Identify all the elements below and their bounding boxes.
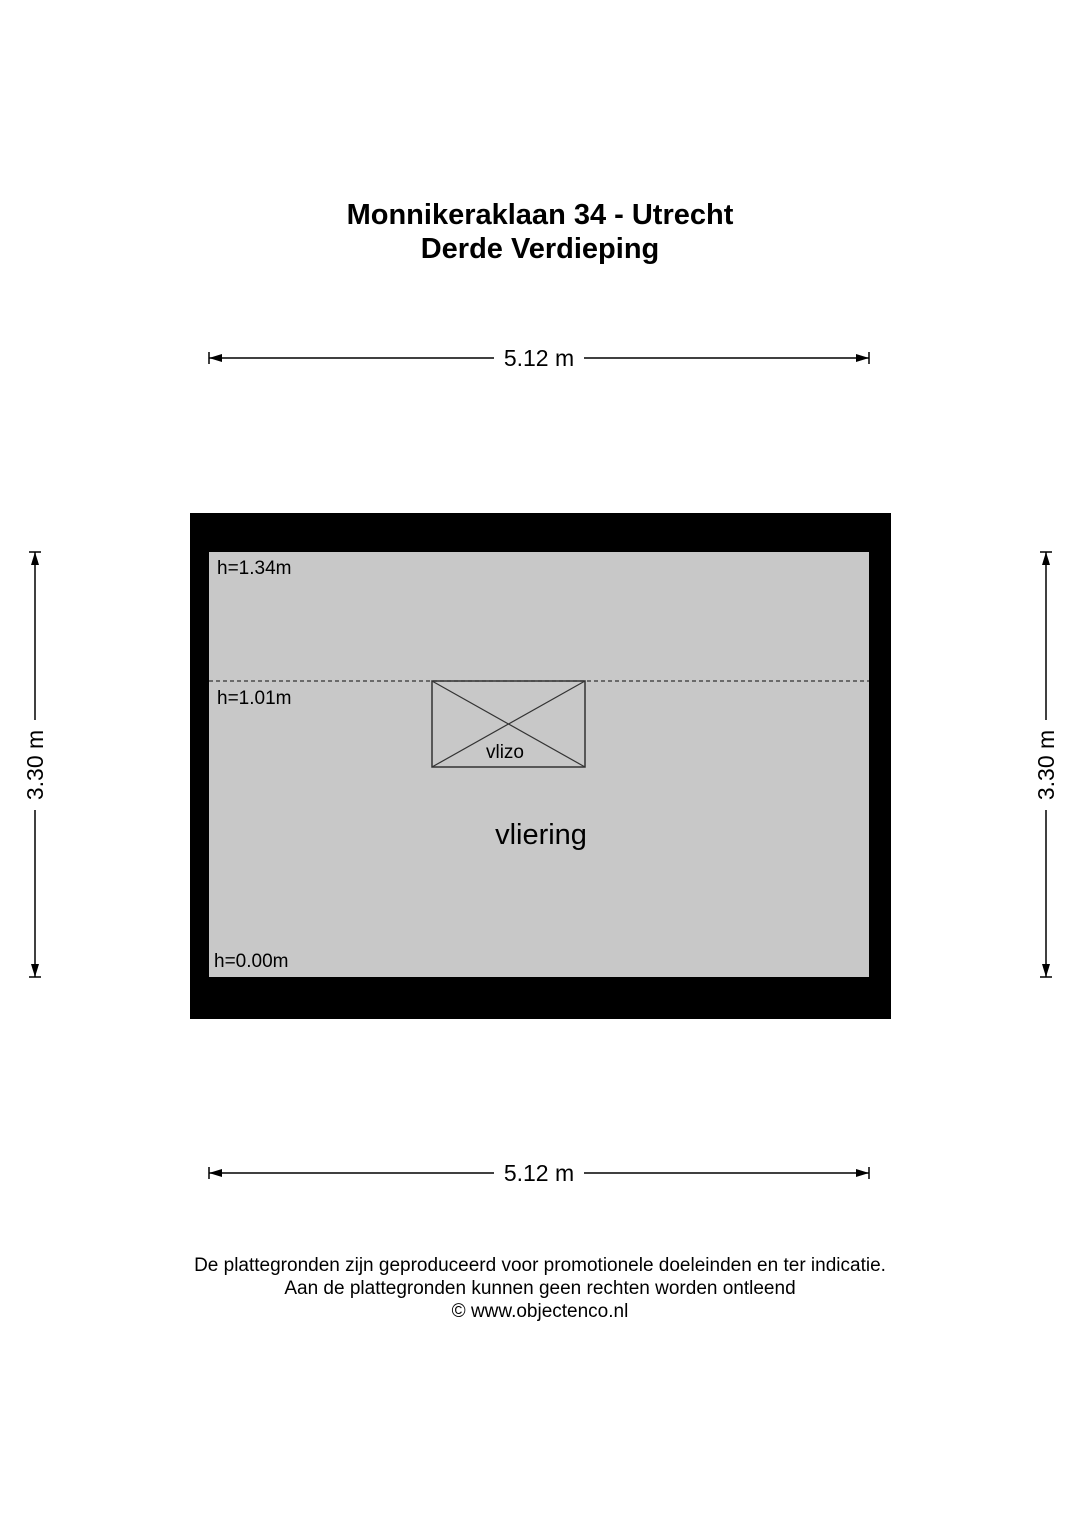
dimension-left-label: 3.30 m: [22, 729, 48, 801]
attic-hatch-label: vlizo: [485, 742, 525, 763]
height-label-middle: h=1.01m: [217, 688, 292, 709]
dimension-bottom-label: 5.12 m: [503, 1160, 575, 1186]
arrowhead-right-icon: [856, 354, 869, 362]
arrowhead-up-icon: [1042, 552, 1050, 565]
arrowhead-down-icon: [31, 964, 39, 977]
height-label-top: h=1.34m: [217, 558, 292, 579]
dimension-top-label: 5.12 m: [503, 345, 575, 371]
dimension-top: [209, 345, 869, 371]
height-label-bottom: h=0.00m: [214, 951, 289, 972]
arrowhead-down-icon: [1042, 964, 1050, 977]
page-title: Monnikeraklaan 34 - Utrecht: [346, 199, 734, 231]
disclaimer-line-2: Aan de plattegronden kunnen geen rechten worden ontleend: [284, 1278, 796, 1299]
arrowhead-right-icon: [856, 1169, 869, 1177]
disclaimer-line-1: De plattegronden zijn geproduceerd voor promotionele doeleinden en ter indicatie.: [194, 1255, 886, 1276]
floor-area: [209, 552, 869, 977]
arrowhead-left-icon: [209, 354, 222, 362]
dimension-right-label: 3.30 m: [1033, 729, 1059, 801]
room-label: vliering: [495, 819, 587, 851]
dimension-right: [1033, 552, 1059, 977]
dimension-bottom: [209, 1160, 869, 1186]
arrowhead-left-icon: [209, 1169, 222, 1177]
dimension-left: [22, 552, 48, 977]
copyright-link[interactable]: © www.objectenco.nl: [451, 1301, 629, 1322]
floor-subtitle: Derde Verdieping: [420, 233, 660, 265]
arrowhead-up-icon: [31, 552, 39, 565]
